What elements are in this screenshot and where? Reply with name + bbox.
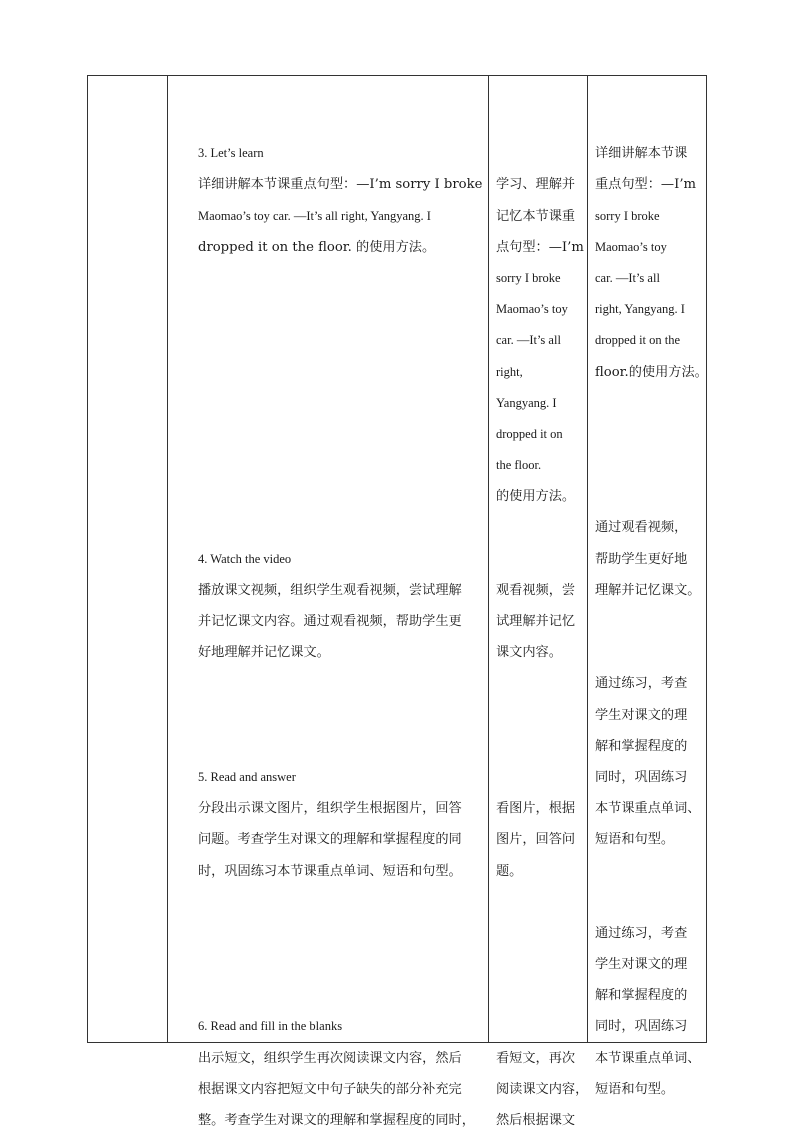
text-line: 整。考查学生对课文的理解和掌握程度的同时， xyxy=(198,1113,475,1128)
text-line: 短语和句型。 xyxy=(595,1081,675,1097)
text-line: Maomao’s toy car. —It’s all right, Yangyang. I xyxy=(198,208,431,223)
text-line: car. —It’s all xyxy=(595,270,660,285)
text-line: 出示短文，组织学生再次阅读课文内容，然后 xyxy=(198,1050,462,1066)
text-line: dropped it on the xyxy=(595,333,681,348)
teacher-activity-column xyxy=(198,107,483,1136)
text-line: 的使用方法。 xyxy=(496,489,576,505)
text-line: 播放课文视频，组织学生观看视频，尝试理解 xyxy=(198,582,462,598)
text-line xyxy=(595,856,707,887)
text-line: sorry I broke xyxy=(595,208,660,223)
text-line xyxy=(198,419,483,450)
text-line: 问题。考查学生对课文的理解和掌握程度的同 xyxy=(198,832,462,848)
text-line xyxy=(198,481,483,512)
text-line: 学生对课文的理 xyxy=(595,957,688,973)
text-line: 好地理解并记忆课文。 xyxy=(198,645,330,661)
text-line: right, Yangyang. I xyxy=(595,302,685,317)
text-line xyxy=(595,637,707,668)
text-line xyxy=(496,668,586,699)
text-line: sorry I broke xyxy=(496,270,561,285)
text-line: 通过观看视频， xyxy=(595,520,688,536)
text-line: 理解并记忆课文。 xyxy=(595,582,701,598)
text-line xyxy=(198,325,483,356)
column-divider xyxy=(488,76,489,1042)
text-line: 并记忆课文内容。通过观看视频，帮助学生更 xyxy=(198,614,462,629)
text-line xyxy=(496,762,586,793)
text-line xyxy=(198,450,483,481)
text-line xyxy=(198,388,483,419)
text-line xyxy=(198,731,483,762)
text-line: 试理解并记忆 xyxy=(496,614,576,629)
text-line: 4. Watch the video xyxy=(198,551,292,566)
text-line: 6. Read and fill in the blanks xyxy=(198,1019,343,1034)
text-line: right, xyxy=(496,364,523,379)
text-line xyxy=(595,419,707,450)
text-line xyxy=(496,700,586,731)
text-line: 课文内容。 xyxy=(496,645,562,661)
text-line xyxy=(496,107,586,138)
text-line xyxy=(198,668,483,699)
text-line: 同时，巩固练习 xyxy=(595,769,688,785)
text-line: 详细讲解本节课 xyxy=(595,146,688,162)
text-line xyxy=(496,980,586,1011)
text-line: 时，巩固练习本节课重点单词、短语和句型。 xyxy=(198,863,462,879)
text-line xyxy=(198,512,483,543)
text-line: Maomao’s toy xyxy=(595,239,667,254)
text-line xyxy=(595,450,707,481)
text-line: 观看视频，尝 xyxy=(496,582,576,598)
text-line: 学生对课文的理 xyxy=(595,707,688,723)
text-line: Maomao’s toy xyxy=(496,302,568,317)
text-line: dropped it on the floor. 的使用方法。 xyxy=(198,239,436,255)
text-line xyxy=(198,980,483,1011)
text-line xyxy=(198,263,483,294)
text-line: the floor. xyxy=(496,458,542,473)
student-activity-column xyxy=(496,107,589,1136)
text-line: floor.的使用方法。 xyxy=(595,364,708,380)
text-line: 然后根据课文 xyxy=(496,1113,576,1128)
text-line: 分段出示课文图片，组织学生根据图片，回答 xyxy=(198,801,462,817)
text-line: dropped it on xyxy=(496,426,563,441)
lesson-table xyxy=(87,75,708,1128)
text-line: 本节课重点单词、 xyxy=(595,801,701,817)
text-line: 本节课重点单词、 xyxy=(595,1050,701,1066)
text-line: 帮助学生更好地 xyxy=(595,551,688,567)
text-line xyxy=(198,107,483,138)
text-line: Yangyang. I xyxy=(496,395,557,410)
text-line xyxy=(595,887,707,918)
text-line: 通过练习，考查 xyxy=(595,676,688,692)
text-line xyxy=(595,481,707,512)
text-line: 看短文，再次 xyxy=(496,1050,576,1066)
text-line: 5. Read and answer xyxy=(198,769,296,784)
text-line xyxy=(496,138,586,169)
text-line xyxy=(198,887,483,918)
text-line xyxy=(496,949,586,980)
text-line xyxy=(496,1011,586,1042)
text-line: 根据课文内容把短文中句子缺失的部分补充完 xyxy=(198,1081,462,1097)
text-line xyxy=(496,918,586,949)
text-line: 解和掌握程度的 xyxy=(595,738,688,754)
text-line: 阅读课文内容， xyxy=(496,1081,589,1097)
text-line xyxy=(595,388,707,419)
text-line: 3. Let’s learn xyxy=(198,146,264,161)
text-line: 看图片，根据 xyxy=(496,801,576,817)
text-line: 图片，回答问 xyxy=(496,832,576,848)
text-line: 重点句型：—I’m xyxy=(595,177,697,193)
text-line: car. —It’s all xyxy=(496,333,561,348)
text-line: 学习、理解并 xyxy=(496,177,576,193)
column-divider xyxy=(587,76,588,1042)
text-line xyxy=(496,887,586,918)
text-line xyxy=(595,606,707,637)
text-line xyxy=(198,918,483,949)
text-line xyxy=(198,700,483,731)
text-line: 记忆本节课重 xyxy=(496,208,576,224)
text-line xyxy=(496,544,586,575)
text-line xyxy=(198,294,483,325)
text-line xyxy=(595,107,707,138)
text-line xyxy=(496,731,586,762)
text-line xyxy=(198,949,483,980)
text-line xyxy=(496,512,586,543)
text-line: 点句型：—I’m xyxy=(496,239,584,255)
design-purpose-column xyxy=(595,107,707,1105)
text-line: 短语和句型。 xyxy=(595,832,675,848)
text-line: 同时，巩固练习 xyxy=(595,1019,688,1035)
text-line: 通过练习，考查 xyxy=(595,925,688,941)
text-line: 解和掌握程度的 xyxy=(595,988,688,1004)
column-divider xyxy=(167,76,168,1042)
text-line: 详细讲解本节课重点句型：—I’m sorry I broke xyxy=(198,177,483,193)
text-line: 题。 xyxy=(496,863,523,879)
text-line xyxy=(198,357,483,388)
